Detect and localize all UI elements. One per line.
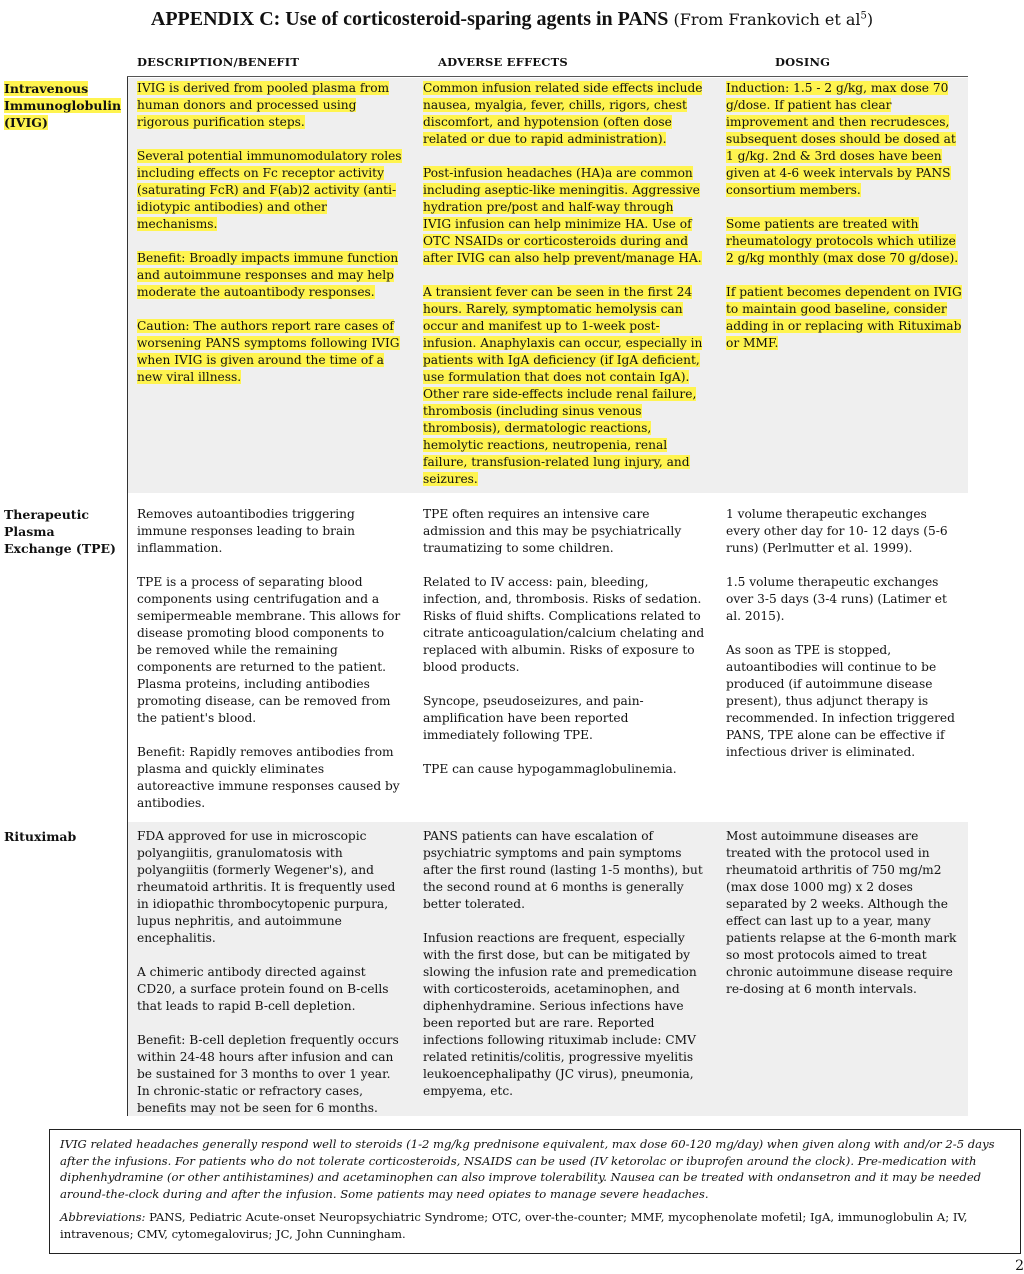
abbreviations-label: Abbreviations:	[60, 1210, 146, 1224]
rituximab-dosing	[726, 828, 962, 998]
row-label-ivig: Intravenous Immunoglobulin (IVIG)	[4, 81, 122, 130]
footnote-box	[49, 1129, 1021, 1254]
abbreviations-text: PANS, Pediatric Acute-onset Neuropsychiatric Syndrome; OTC, over-the-counter; MMF, mycophenolate mofetil; IgA, immunoglobulin A; IV, intravenous; CMV, cytomegalovirus; JC, John Cunningham.	[60, 1210, 968, 1241]
text-paragraph: Benefit: B-cell depletion frequently occurs within 24-48 hours after infusion and can be sustained for 3 months to over 1 year. In chronic-static or refractory cases, benefits may not be seen for 6 months.	[137, 1033, 399, 1115]
text-paragraph: TPE often requires an intensive care admission and this may be psychiatrically traumatizing to some children.	[423, 507, 682, 555]
title-main: APPENDIX C: Use of corticosteroid-sparing agents in PANS	[150, 8, 669, 30]
text-paragraph: A chimeric antibody directed against CD20, a surface protein found on B-cells that leads to rapid B-cell depletion.	[137, 965, 389, 1013]
text-paragraph: FDA approved for use in microscopic polyangiitis, granulomatosis with polyangiitis (formerly Wegener's), and rheumatoid arthritis. It is frequently used in idiopathic thrombocytopenic purpura, lupus nephritis, and autoimmune encephalitis.	[137, 829, 396, 945]
tpe-description	[137, 506, 402, 812]
ivig-dosing	[726, 80, 962, 352]
text-paragraph: 1.5 volume therapeutic exchanges over 3-5 days (3-4 runs) (Latimer et al. 2015).	[726, 575, 947, 623]
text-paragraph: Infusion reactions are frequent, especially with the first dose, but can be mitigated by slowing the infusion rate and premedication with corticosteroids, acetaminophen, and diphenhydramine. Serious infections have been reported but are rare. Reported infections following rituximab include: CMV related retinitis/colitis, progressive myelitis leukoencephalipathy (JC virus), pneumonia, empyema, etc.	[423, 931, 697, 1098]
title-source-prefix: (From Frankovich et al	[673, 10, 861, 29]
title-source-suffix: )	[866, 10, 874, 29]
page-title	[0, 8, 1024, 31]
footnote-abbreviations	[60, 1209, 1010, 1242]
ivig-adverse	[423, 80, 705, 488]
column-header-adverse: ADVERSE EFFECTS	[438, 55, 568, 69]
text-paragraph: Syncope, pseudoseizures, and pain-amplification have been reported immediately following TPE.	[423, 694, 644, 742]
rituximab-description	[137, 828, 402, 1117]
footnote-headaches: IVIG related headaches generally respond well to steroids (1-2 mg/kg prednisone equivalent, max dose 60-120 mg/day) when given along with and/or 2-5 days after the infusions. For patients who do not tolerate corticosteroids, NSAIDS can be used (IV ketorolac or ibuprofen around the clock). Pre-medication with diphenhydramine (or other antihistamines) and acetaminophen can also improve tolerability. Nausea can be treated with ondansetron and it may be needed around-the-clock during and after the infusion. Some patients may need opiates to manage severe headaches.	[60, 1137, 995, 1201]
text-paragraph: Several potential immunomodulatory roles including effects on Fc receptor activity (saturating FcR) and F(ab)2 activity (anti-idiotypic antibodies) and other mechanisms.	[137, 149, 402, 231]
column-header-dosing: DOSING	[775, 55, 831, 69]
rituximab-adverse	[423, 828, 705, 1100]
text-paragraph: TPE can cause hypogammaglobulinemia.	[423, 762, 677, 776]
text-paragraph: Post-infusion headaches (HA)a are common including aseptic-like meningitis. Aggressive hydration pre/post and half-way through IVIG infusion can help minimize HA. Use of OTC NSAIDs or corticosteroids during and after IVIG can also help prevent/manage HA.	[423, 166, 702, 265]
label-divider	[127, 77, 128, 1116]
row-label-rituximab: Rituximab	[4, 829, 77, 844]
title-source	[674, 10, 874, 29]
text-paragraph: As soon as TPE is stopped, autoantibodies will continue to be produced (if autoimmune disease present), thus adjunct therapy is recommended. In infection triggered PANS, TPE alone can be effective if infectious driver is eliminated.	[726, 643, 955, 759]
text-paragraph: TPE is a process of separating blood components using centrifugation and a semipermeable membrane. This allows for disease promoting blood components to be removed while the remaining components are returned to the patient. Plasma proteins, including antibodies promoting disease, can be removed from the patient's blood.	[137, 575, 401, 725]
text-paragraph: 1 volume therapeutic exchanges every other day for 10- 12 days (5-6 runs) (Perlmutter et al. 1999).	[726, 507, 948, 555]
text-paragraph: PANS patients can have escalation of psychiatric symptoms and pain symptoms after the first round (lasting 1-5 months), but the second round at 6 months is generally better tolerated.	[423, 829, 703, 911]
text-paragraph: A transient fever can be seen in the first 24 hours. Rarely, symptomatic hemolysis can occur and manifest up to 1-week post-infusion. Anaphylaxis can occur, especially in patients with IgA deficiency (if IgA deficient, use formulation that does not contain IgA). Other rare side-effects include renal failure, thrombosis (including sinus venous thrombosis), dermatologic reactions, hemolytic reactions, neutropenia, renal failure, transfusion-related lung injury, and seizures.	[423, 285, 703, 486]
header-divider	[127, 76, 968, 77]
text-paragraph: Removes autoantibodies triggering immune responses leading to brain inflammation.	[137, 507, 356, 555]
title-source-ref: 5	[860, 10, 867, 22]
column-header-description: DESCRIPTION/BENEFIT	[137, 55, 300, 69]
text-paragraph: Caution: The authors report rare cases of worsening PANS symptoms following IVIG when IVIG is given around the time of a new viral illness.	[137, 319, 400, 384]
ivig-description	[137, 80, 402, 386]
text-paragraph: If patient becomes dependent on IVIG to maintain good baseline, consider adding in or replacing with Rituximab or MMF.	[726, 285, 962, 350]
page-number: 2	[1015, 1258, 1024, 1274]
tpe-dosing	[726, 506, 962, 761]
text-paragraph: Some patients are treated with rheumatology protocols which utilize 2 g/kg monthly (max dose 70 g/dose).	[726, 217, 959, 265]
text-paragraph: Induction: 1.5 - 2 g/kg, max dose 70 g/dose. If patient has clear improvement and then recrudesces, subsequent doses should be dosed at 1 g/kg. 2nd & 3rd doses have been given at 4-6 week intervals by PANS consortium members.	[726, 81, 956, 197]
text-paragraph: Most autoimmune diseases are treated with the protocol used in rheumatoid arthritis of 750 mg/m2 (max dose 1000 mg) x 2 doses separated by 2 weeks. Although the effect can last up to a year, many patients relapse at the 6-month mark so most protocols aimed to treat chronic autoimmune disease require re-dosing at 6 month intervals.	[726, 829, 957, 996]
text-paragraph: IVIG is derived from pooled plasma from human donors and processed using rigorous purification steps.	[137, 81, 390, 129]
text-paragraph: Benefit: Broadly impacts immune function and autoimmune responses and may help moderate the autoantibody responses.	[137, 251, 399, 299]
tpe-adverse	[423, 506, 705, 778]
text-paragraph: Benefit: Rapidly removes antibodies from plasma and quickly eliminates autoreactive immune responses caused by antibodies.	[137, 745, 400, 810]
text-paragraph: Related to IV access: pain, bleeding, infection, and, thrombosis. Risks of sedation. Risks of fluid shifts. Complications related to citrate anticoagulation/calcium chelating and replaced with albumin. Risks of exposure to blood products.	[423, 575, 705, 674]
text-paragraph: Common infusion related side effects include nausea, myalgia, fever, chills, rigors, chest discomfort, and hypotension (often dose related or due to rapid administration).	[423, 81, 703, 146]
row-label-tpe: Therapeutic Plasma Exchange (TPE)	[4, 507, 116, 556]
